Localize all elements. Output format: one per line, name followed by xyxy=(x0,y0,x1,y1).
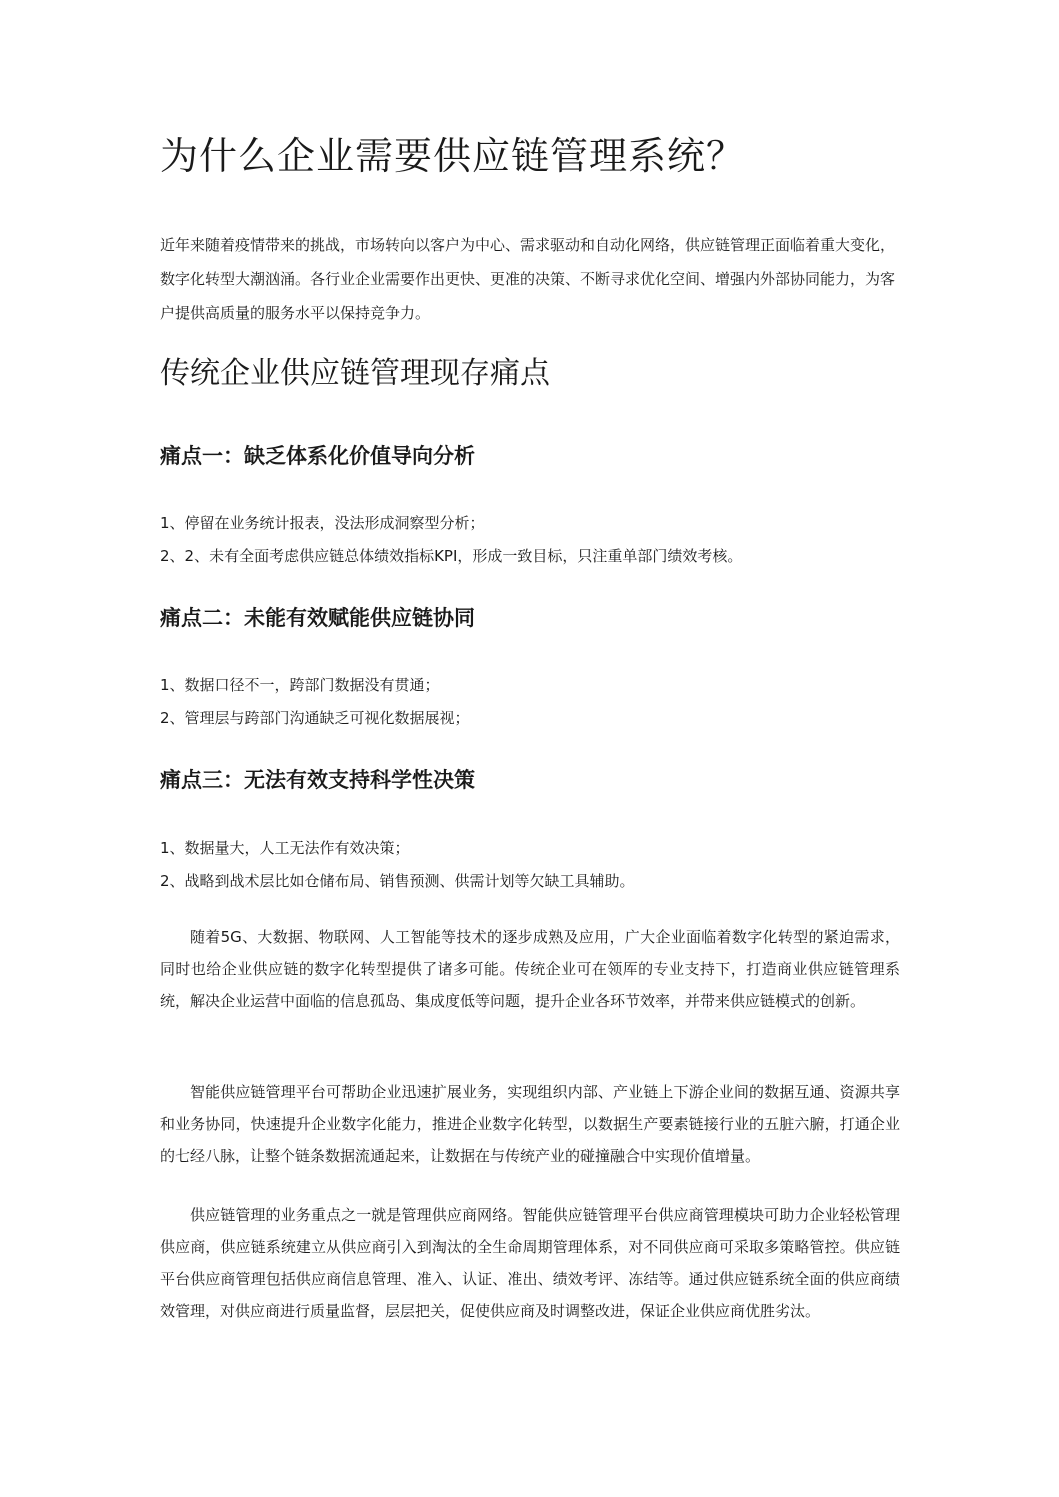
pain-point-2-heading: 痛点二：未能有效赋能供应链协同 xyxy=(160,605,475,630)
body-paragraph-2: 智能供应链管理平台可帮助企业迅速扩展业务，实现组织内部、产业链上下游企业间的数据互通、资源共享和业务协同，快速提升企业数字化能力，推进企业数字化转型，以数据生产要素链接行业的五脏六腑，打通企业的七经八脉，让整个链条数据流通起来，让数据在与传统产业的碰撞融合中实现价值增量。 xyxy=(160,1083,900,1165)
list-item: 2、2、未有全面考虑供应链总体绩效指标KPI，形成一致目标，只注重单部门绩效考核。 xyxy=(160,547,743,565)
pain-point-1-heading: 痛点一：缺乏体系化价值导向分析 xyxy=(160,443,475,468)
pain-point-3-heading: 痛点三：无法有效支持科学性决策 xyxy=(160,767,475,792)
body-paragraph-3: 供应链管理的业务重点之一就是管理供应商网络。智能供应链管理平台供应商管理模块可助力企业轻松管理供应商，供应链系统建立从供应商引入到淘汰的全生命周期管理体系，对不同供应商可采取多策略管控。供应链平台供应商管理包括供应商信息管理、准入、认证、准出、绩效考评、冻结等。通过供应链系统全面的供应商绩效管理，对供应商进行质量监督，层层把关，促使供应商及时调整改进，保证企业供应商优胜劣汰。 xyxy=(160,1206,900,1320)
list-item: 1、停留在业务统计报表，没法形成洞察型分析； xyxy=(160,514,485,532)
list-item: 1、数据量大，人工无法作有效决策； xyxy=(160,839,410,857)
list-item: 1、数据口径不一，跨部门数据没有贯通； xyxy=(160,676,440,694)
body-paragraph-1: 随着5G、大数据、物联网、人工智能等技术的逐步成熟及应用，广大企业面临着数字化转型的紧迫需求，同时也给企业供应链的数字化转型提供了诸多可能。传统企业可在领厍的专业支持下，打造商业供应链管理系统，解决企业运营中面临的信息孤岛、集成度低等问题，提升企业各环节效率，并带来供应链模式的创新。 xyxy=(160,928,900,1010)
pain-point-3-list xyxy=(160,832,900,898)
section-heading: 传统企业供应链管理现存痛点 xyxy=(160,356,550,391)
list-item: 2、管理层与跨部门沟通缺乏可视化数据展视； xyxy=(160,709,470,727)
pain-point-1-list xyxy=(160,507,900,573)
pain-point-2-list xyxy=(160,669,900,735)
intro-paragraph: 近年来随着疫情带来的挑战，市场转向以客户为中心、需求驱动和自动化网络，供应链管理正面临着重大变化，数字化转型大潮汹涌。各行业企业需要作出更快、更准的决策、不断寻求优化空间、增强内外部协同能力，为客户提供高质量的服务水平以保持竞争力。 xyxy=(160,236,896,322)
list-item: 2、战略到战术层比如仓储布局、销售预测、供需计划等欠缺工具辅助。 xyxy=(160,872,635,890)
document-title: 为什么企业需要供应链管理系统？ xyxy=(160,134,746,178)
